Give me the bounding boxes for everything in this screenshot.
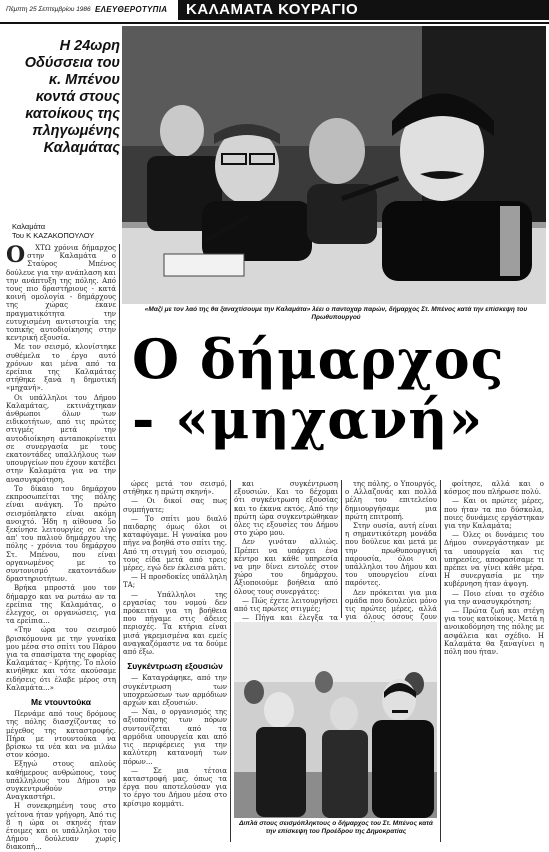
paragraph: Περνάμε από τους δρόμους της πόλης διασχίζοντας το μέγεθος της καταστροφής. Πήρα με ντουντούκα να βρίσκω τα νέα και να μιλάω στον κόσμο.: [6, 710, 116, 760]
article-column-1: [6, 242, 116, 852]
section-banner: ΚΑΛΑΜΑΤΑ ΚΟΥΡΑΓΙΟ: [178, 0, 549, 20]
subhead-exousion: Συγκέντρωση εξουσιών: [127, 661, 223, 672]
paragraph: — Πώς έχετε λειτουργήσει από τις πρώτες στιγμές;: [234, 596, 338, 614]
photo-bottom-caption: Διπλά στους σεισμόπληκτους ο δήμαρχος του Στ. Μπένος κατά την επίσκεψη του Προέδρου της Δημοκρατίας: [239, 820, 433, 835]
paragraph: — Όλες οι δυνάμεις του Δήμου συνεργάστηκαν με τα υπουργεία και τις υπηρεσίες, αποφασίσαμε τι πρέπει να γίνει κάθε μέρα. Η συνεργασία με την κυβέρνηση ήταν άψογη.: [444, 531, 544, 589]
paragraph: — Ναι, ο οργανισμός της αξιοποίησης των πόρων συντονίζεται από τα αρμόδια υπουργεία και από τις περιφέρειες για την καλύτερη κατανομή των πόρων...: [123, 708, 227, 766]
paragraph: — Καταγράφηκε, από την συγκέντρωση των υποχρεώσεων των αρμόδιων αρχών και εξουσιών.: [123, 674, 227, 708]
article-column-5: [444, 480, 544, 842]
col1-text: [6, 244, 116, 692]
header-rule: [0, 22, 549, 24]
col2b-text: [123, 674, 227, 807]
paragraph: — Πήγα και έλεγξα τα: [242, 614, 338, 623]
byline-author: Του Κ ΚΑΖΑΚΟΠΟΥΛΟΥ: [12, 231, 95, 240]
paragraph: — Υπάλληλοι της εργασίας του νομού δεν πρόκειται για τη βοήθεια που πήγαμε στις άδειες περιοχές. Τα κτήρια είναι μισά γκρεμισμένα και εμείς αναγκαζόμαστε να τα δούμε από έξω.: [123, 590, 227, 657]
paragraph: Βρήκα μπροστά μου τον δήμαρχο και να ρωτάω αν τα ερείπια της Καλαμάτας, ο έλεγχος, οι οργανώσεις, για τα ερείπια...: [6, 584, 116, 626]
headline-line-1: Ο δήμαρχος: [132, 327, 505, 391]
subhead-ntountouka: Με ντουντούκα: [30, 696, 91, 707]
byline-location: Καλαμάτα: [12, 222, 46, 231]
column-rule: [230, 480, 231, 842]
paragraph: Στην ουσία, αυτή είναι η σημαντικότερη μονάδα που δούλευε και μετά με την πρωθυπουργική παρουσία, όλοι οι υπάλληλοι του Δήμου και του υπουργείου είναι παρόντες.: [345, 522, 437, 588]
col5-text: [444, 480, 544, 656]
paragraph: — Η προσδοκίες υπάλληλη ΤΑ;: [123, 573, 227, 590]
paragraph: — Το σπίτι μου διαλύ παιδαρης όμως όλοι οι καταφύγαμε. Η γυναίκα μου πήγε να βοηθά στο σπίτι της. Από τη στιγμή του σεισμού, τους είδα μετά από τρεις μέρες, εγώ δεν έκλεισα μάτι.: [123, 514, 227, 573]
paragraph: φοίτησε, αλλά και ο κόσμος που πλήρωσε πολύ.: [444, 480, 544, 497]
paragraph: — Πρώτα ζωή και στέγη για τους κατοίκους. Μετά η ανοικοδόμηση της πόλης με ασφάλεια και σχέδιο. Η Καλαμάτα θα ξαναγίνει η πόλη που ήταν.: [444, 607, 544, 657]
headline-line-2: - «μηχανή»: [132, 387, 484, 451]
standfirst: Η 24ωρη Οδύσσεια του κ. Μπένου κοντά στους κατοίκους της πληγωμένης Καλαμάτας: [24, 38, 120, 156]
paragraph: της πόλης, ο Υπουργός, ο Αλλαζονάς και πολλά μέλη του επιτελείου δημιουργήσαμε μια πρώτη επιτροπή.: [345, 480, 437, 521]
paragraph: και συγκέντρωση εξουσιών. Και το δέχομαι ότι συγκέντρωση εξουσίας και το έκανα εκτός. Από την πρώτη ώρα συγκεντρώθηκαν όλες τις εξουσίες του Δήμου στο χώρο μου.: [234, 480, 338, 538]
newspaper-name: ΕΛΕΥΘΕΡΟΤΥΠΙΑ: [95, 5, 168, 14]
paragraph: Η συνεκρημένη τους στο γείτονα ήταν γρήγορη. Από τις 8 η ώρα οι σκηνές ήταν έτοιμες και οι υπάλληλοι του Δήμου δούλευαν χωρίς διακοπή...: [6, 802, 116, 852]
paragraph: ΧΤΩ χρόνια δήμαρχος στην Καλαμάτα ο Σταύρος Μπένος δούλευε για την ανάπλαση και την ανάπτυξη της πόλης. Από τους πιο δραστήριους - κατά κοινή ομολογία - δημάρχους της χώρας έκανε πραγματικότητα την ευτυχισμένη αντιστοιχία της τοπικής αυτοδιοίκησης στην κεντρική εξουσία.: [6, 244, 116, 343]
paragraph: Με τον σεισμό, κλονίστηκε συθέμελα το έργο αυτό χρόνων και μένα από τα ερείπια της Καλαμάτας στήθηκε ξανά η δημοτική «μηχανή».: [6, 343, 116, 393]
article-column-4: [345, 480, 437, 622]
col2-text: [123, 480, 227, 656]
column-rule: [341, 480, 342, 618]
column-rule: [119, 244, 120, 842]
col1b-text: [6, 710, 116, 851]
issue-date: Πέμπτη 25 Σεπτεμβρίου 1986: [6, 6, 91, 13]
column-rule: [440, 480, 441, 842]
paragraph: Δεν γινόταν αλλιώς. Πρέπει να υπάρχει ένα κέντρο και κάθε υπηρεσία να μην δίνει εντολές στον χώρο του δημάρχου. Αξιοποιούμε βοήθεια από όλους τους συνεργάτες:: [234, 538, 338, 596]
drop-cap: Ο: [6, 242, 26, 268]
paragraph: Οι υπάλληλοι του Δήμου Καλαμάτας, εκτινάχτηκαν άνθρωποι όλων των ειδικοτήτων, από τις πρώτες στιγμές μετά την αυτοδιοίκηση ανταποκρίνεται σε συνεργασία με τους εκατοντάδες υπαλλήλους των υπουργείων που έχουν κατέβει στην Καλαμάτα για να την ανασυγκρότηση.: [6, 393, 116, 484]
paragraph: «Την ώρα του σεισμού βρισκόμουνα με την γυναίκα μου μέσα στο σπίτι του Πάρου για τα σπασίματα της εφορίας Καλαμάτας - Κρήτης. Το πλοίο κινήθηκε και τότε ακούσαμε ειδήσεις ότι έλαβε μέρος στη Καλαμάτα...»: [6, 626, 116, 692]
paragraph: Δεν πρόκειται για μια ομάδα που δουλεύει μόνο τις πρώτες μέρες, αλλά για όλους όσους ζουν: [345, 588, 437, 622]
paragraph: ώρες μετά τον σεισμό, στήθηκε η πρώτη σκηνή».: [123, 480, 227, 497]
paragraph: — Και οι πρώτες μέρες, που ήταν τα πιο δύσκολα, ποιες δυνάμεις εργάστηκαν για την Καλαμάτα;: [444, 497, 544, 531]
photo-president-visit: [234, 622, 437, 818]
photo-mayor-press: [122, 26, 546, 304]
paragraph: — Οι δικοί σας πως συμπήγατε;: [123, 497, 227, 514]
article-column-3: [234, 480, 338, 623]
byline: [12, 222, 122, 240]
article-column-2: [123, 480, 227, 842]
paragraph: Εξηγώ στους απλούς καθήμερους ανθρώπους, τους υπάλληλους του Δήμου να συγκεντρωθούν στην Αναγκαστήρι.: [6, 760, 116, 802]
col4-text: [345, 480, 437, 630]
paragraph: — Σε μια τέτοια καταστροφή μας, όπως τα έργα που αποτελούσαν για το έργο του Δήμου μέσα στο κρίσιμο κομμάτι.: [123, 766, 227, 808]
paragraph: — Ποιο είναι το σχέδιο για την ανασυγκρότηση;: [444, 589, 544, 606]
photo-top-caption: «Μαζί με τον λαό της θα ξαναχτίσουμε την Καλαμάτα» λέει ο παντοχαρ παρών, δήμαρχος Στ. Μπένος κατά την επίσκεψη του Πρωθυπουργού: [144, 306, 528, 321]
paragraph: Το δίκαιο του δημάρχου εκπροσωπείται της πόλης είναι ανάγκη. Το πρώτο σεισμόπληκτο είναι ακόμη ανοιχτό. Ήδη η αίθουσα 5ο ξεκίνησε λειτουργίες σε λίγο απ' του παλιού δημάρχου της πόλης - χρόνια του δημάρχου Στ. Μπένου, που είναι οργανωμένος με το συντονισμό εκατοντάδων δραστηριοτήτων.: [6, 484, 116, 584]
